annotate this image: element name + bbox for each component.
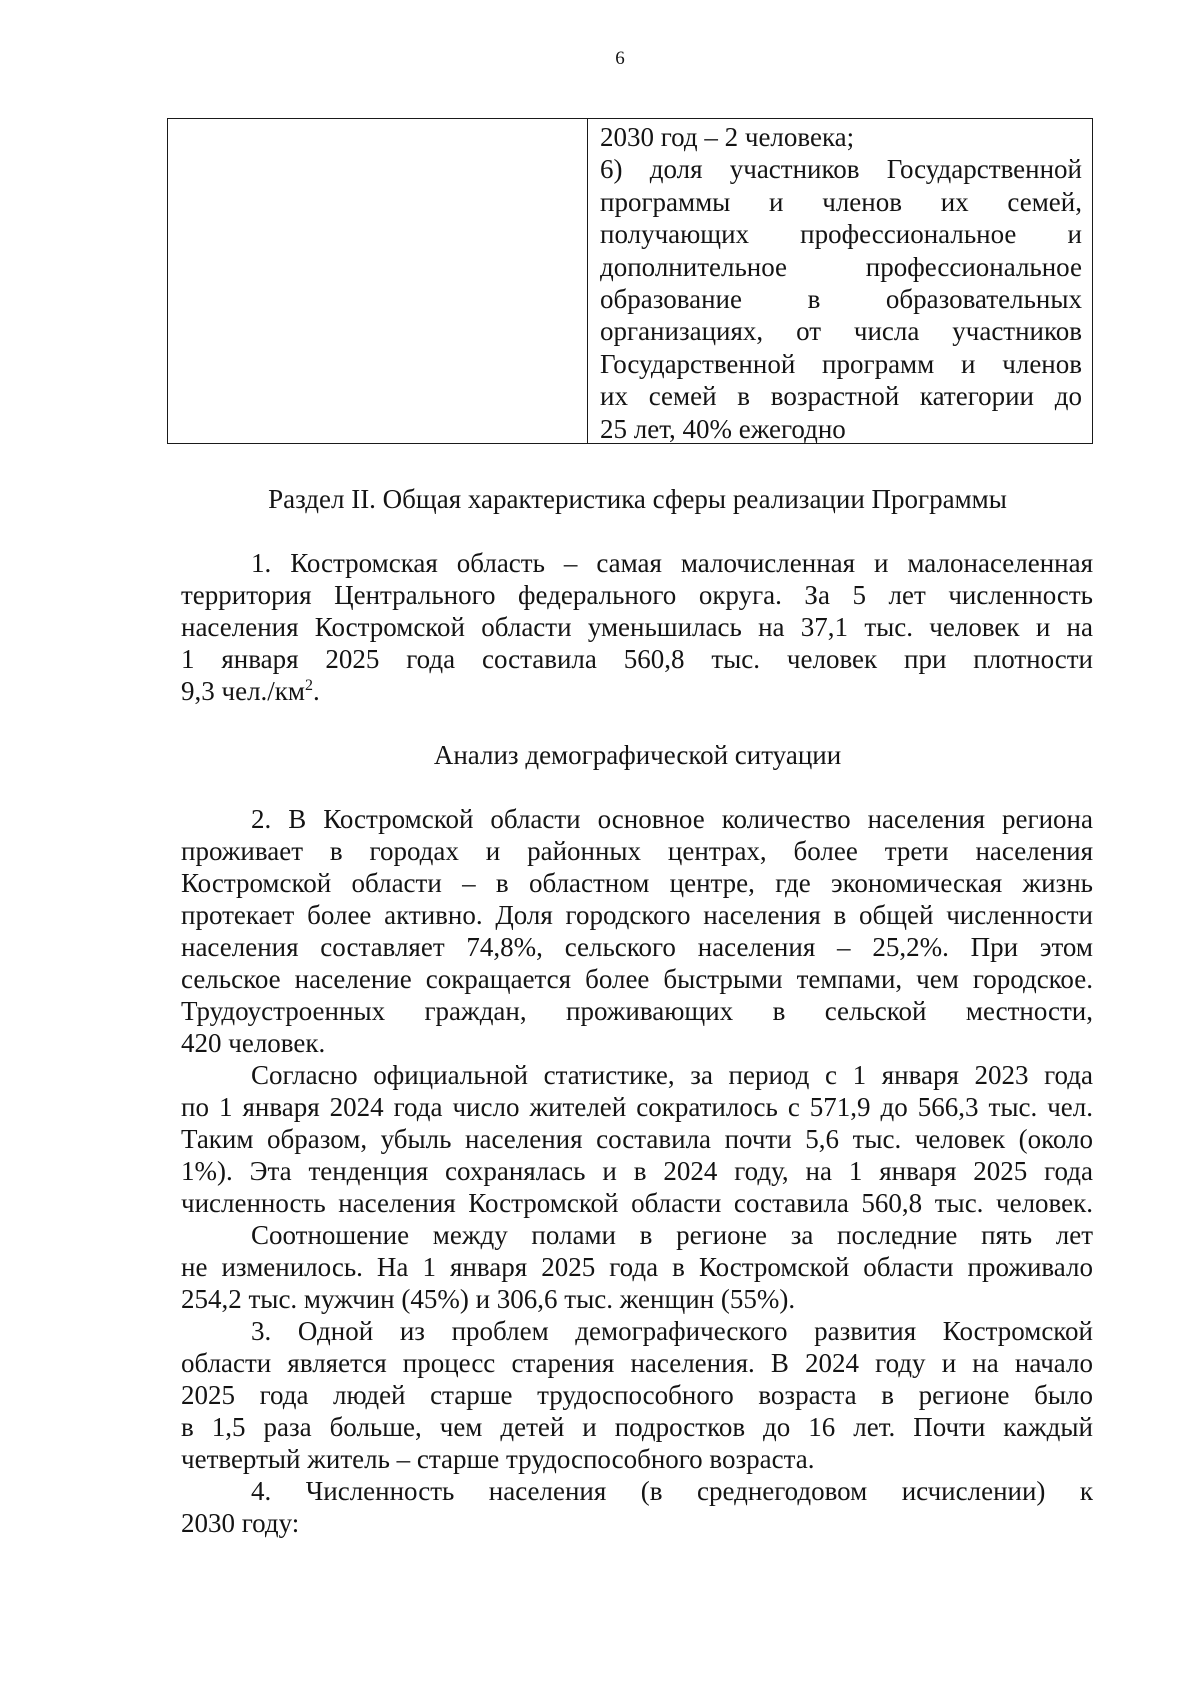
density-superscript: 2 xyxy=(305,677,313,694)
paragraph-4 xyxy=(181,1219,1093,1315)
table-line: их семей в возрастной категории до xyxy=(600,381,1082,412)
paragraph-line: населения Костромской области уменьшилась на 37,1 тыс. человек и на xyxy=(181,612,1093,642)
table-line: Государственной программ и членов xyxy=(600,348,1082,379)
table-left-cell xyxy=(168,119,588,443)
paragraph-line: Трудоустроенных граждан, проживающих в сельской местности, xyxy=(181,996,1093,1026)
paragraph-line: Таким образом, убыль населения составила почти 5,6 тыс. человек (около xyxy=(181,1124,1093,1154)
section-heading: Раздел II. Общая характеристика сферы реализации Программы xyxy=(268,484,1007,514)
density-suffix: . xyxy=(313,676,320,706)
indicators-table xyxy=(167,118,1093,444)
paragraph-line: территория Центрального федерального округа. За 5 лет численность xyxy=(181,580,1093,610)
paragraph-line: 2030 году: xyxy=(181,1508,300,1538)
paragraph-line: в 1,5 раза больше, чем детей и подростков до 16 лет. Почти каждый xyxy=(181,1412,1093,1442)
density-value: 9,3 чел./км xyxy=(181,676,305,706)
table-right-cell xyxy=(588,119,1092,443)
table-line: получающих профессиональное и xyxy=(600,219,1082,250)
paragraph-line: 254,2 тыс. мужчин (45%) и 306,6 тыс. женщин (55%). xyxy=(181,1284,796,1314)
paragraph-line: Костромской области – в областном центре, где экономическая жизнь xyxy=(181,868,1093,898)
paragraph-line: 1 января 2025 года составила 560,8 тыс. человек при плотности xyxy=(181,644,1093,674)
paragraph-line: сельское население сокращается более быстрыми темпами, чем городское. xyxy=(181,964,1093,994)
paragraph-line: 4. Численность населения (в среднегодовом исчислении) к xyxy=(251,1476,1093,1506)
paragraph-line: Соотношение между полами в регионе за последние пять лет xyxy=(251,1220,1093,1250)
paragraph-line: проживает в городах и районных центрах, более трети населения xyxy=(181,836,1093,866)
paragraph-line-density xyxy=(181,675,1093,707)
table-line: 6) доля участников Государственной xyxy=(600,154,1082,185)
subheading: Анализ демографической ситуации xyxy=(433,740,842,770)
paragraph-line: не изменилось. На 1 января 2025 года в Костромской области проживало xyxy=(181,1252,1093,1282)
paragraph-line: протекает более активно. Доля городского населения в общей численности xyxy=(181,900,1093,930)
paragraph-line: численность населения Костромской области составила 560,8 тыс. человек. xyxy=(181,1188,1093,1218)
page-number: 6 xyxy=(615,48,625,69)
table-line: образование в образовательных xyxy=(600,284,1082,315)
paragraph-line: четвертый житель – старше трудоспособного возраста. xyxy=(181,1444,815,1474)
paragraph-line: по 1 января 2024 года число жителей сократилось с 571,9 до 566,3 тыс. чел. xyxy=(181,1092,1093,1122)
table-line: программы и членов их семей, xyxy=(600,186,1082,217)
table-line: 2030 год – 2 человека; xyxy=(600,122,855,152)
paragraph-line: 2025 года людей старше трудоспособного возраста в регионе было xyxy=(181,1380,1093,1410)
paragraph-3 xyxy=(181,1059,1093,1219)
table-line: организациях, от числа участников xyxy=(600,316,1082,347)
paragraph-line: области является процесс старения населения. В 2024 году и на начало xyxy=(181,1348,1093,1378)
table-line: 25 лет, 40% ежегодно xyxy=(600,413,846,444)
paragraph-line: 1. Костромская область – самая малочисленная и малонаселенная xyxy=(251,548,1093,578)
paragraph-line: 3. Одной из проблем демографического развития Костромской xyxy=(251,1316,1093,1346)
paragraph-6 xyxy=(181,1475,1093,1539)
paragraph-5 xyxy=(181,1315,1093,1475)
table-line: дополнительное профессиональное xyxy=(600,251,1082,282)
paragraph-2 xyxy=(181,803,1093,1059)
paragraph-line: Согласно официальной статистике, за период с 1 января 2023 года xyxy=(251,1060,1093,1090)
paragraph-line: 420 человек. xyxy=(181,1028,326,1058)
paragraph-line: 2. В Костромской области основное количество населения региона xyxy=(251,804,1093,834)
paragraph-1 xyxy=(181,547,1093,707)
paragraph-line: населения составляет 74,8%, сельского населения – 25,2%. При этом xyxy=(181,932,1093,962)
paragraph-line: 1%). Эта тенденция сохранялась и в 2024 году, на 1 января 2025 года xyxy=(181,1156,1093,1186)
